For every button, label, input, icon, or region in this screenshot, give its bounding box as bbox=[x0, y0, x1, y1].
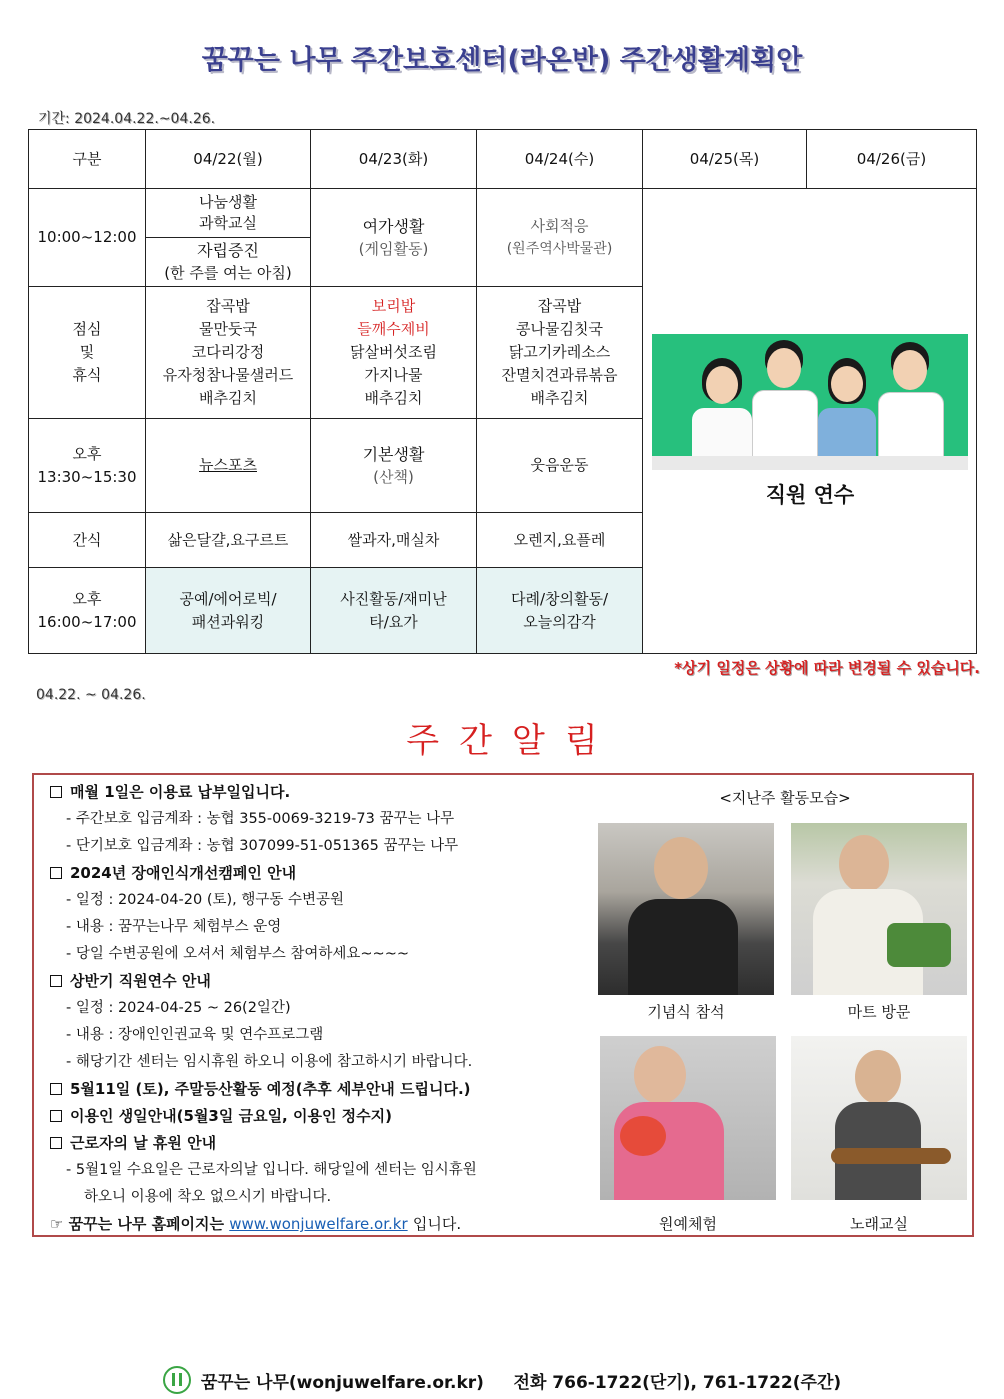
tue-lunch-rest: 닭살버섯조림 가지나물 배추김치 bbox=[350, 343, 437, 407]
gallery-title: <지난주 활동모습> bbox=[719, 789, 851, 807]
header-cell: 04/23(화) bbox=[311, 130, 477, 189]
notice-heading: 상반기 직원연수 안내 bbox=[50, 968, 590, 995]
notice-detail: - 해당기간 센터는 임시휴원 하오니 이용에 참고하시기 바랍니다. bbox=[66, 1054, 473, 1070]
mon-morning-a: 나눔생활 과학교실 bbox=[146, 189, 311, 238]
photo-caption: 노래교실 bbox=[850, 1215, 908, 1233]
notice-detail: - 단기보호 입금계좌 : 농협 307099-51-051365 꿈꾸는 나무 bbox=[66, 838, 459, 854]
mon-lunch: 잡곡밥 물만둣국 코다리강정 유자청참나물샐러드 배추김치 bbox=[146, 287, 311, 419]
checkbox-icon bbox=[50, 1083, 62, 1095]
wed-snack: 오렌지,요플레 bbox=[477, 513, 643, 568]
period-label: 기간: 2024.04.22.~04.26. bbox=[38, 111, 216, 127]
notice-detail: - 일정 : 2024-04-25 ~ 26(2일간) bbox=[66, 1000, 291, 1016]
tue-snack: 쌀과자,매실차 bbox=[311, 513, 477, 568]
snack-label: 간식 bbox=[29, 513, 146, 568]
staff-illustration bbox=[652, 334, 968, 470]
lunch-label: 점심 및 휴식 bbox=[29, 287, 146, 419]
staff-training-label: 직원 연수 bbox=[765, 483, 855, 507]
photo-caption: 원예체험 bbox=[659, 1215, 717, 1233]
footer bbox=[0, 1366, 1004, 1394]
mon-morning-b-title: 자립증진 bbox=[197, 241, 259, 260]
staff-training-cell bbox=[643, 189, 977, 654]
notice-detail: - 내용 : 꿈꾸는나무 체험부스 운영 bbox=[66, 919, 282, 935]
notice-list bbox=[50, 779, 590, 1238]
mon-afternoon2: 공예/에어로빅/ 패션과워킹 bbox=[146, 568, 311, 654]
wed-morning-title: 사회적응 bbox=[530, 216, 589, 235]
header-cell: 구분 bbox=[29, 130, 146, 189]
notice-detail: 하오니 이용에 착오 없으시기 바랍니다. bbox=[84, 1189, 332, 1205]
checkbox-icon bbox=[50, 1137, 62, 1149]
photo-caption: 마트 방문 bbox=[847, 1003, 911, 1021]
tue-afternoon1 bbox=[311, 419, 477, 513]
mon-morning-b bbox=[146, 238, 311, 287]
notice-heading: 매월 1일은 이용료 납부일입니다. bbox=[50, 779, 590, 806]
wed-morning-sub: (원주역사박물관) bbox=[506, 240, 613, 257]
afternoon2-label: 오후 16:00~17:00 bbox=[29, 568, 146, 654]
notice-detail: - 주간보호 입금계좌 : 농협 355-0069-3219-73 꿈꾸는 나무 bbox=[66, 811, 455, 827]
notice-detail: - 일정 : 2024-04-20 (토), 행구동 수변공원 bbox=[66, 892, 345, 908]
tue-afternoon1-sub: (산책) bbox=[373, 467, 414, 486]
tue-morning-title: 여가생활 bbox=[362, 216, 425, 236]
notice-detail: - 내용 : 장애인인권교육 및 연수프로그램 bbox=[66, 1027, 324, 1043]
photo-gardening bbox=[600, 1036, 776, 1200]
homepage-line: ☞ 꿈꾸는 나무 홈페이지는 www.wonjuwelfare.or.kr 입니다. bbox=[50, 1215, 462, 1233]
mon-afternoon1: 뉴스포츠 bbox=[146, 419, 311, 513]
weekly-notice-title: 주간알림 bbox=[406, 721, 618, 761]
header-cell: 04/24(수) bbox=[477, 130, 643, 189]
notice-detail: - 당일 수변공원에 오셔서 체험부스 참여하세요~~~~ bbox=[66, 946, 410, 962]
notice-box bbox=[32, 773, 974, 1237]
schedule-table bbox=[28, 129, 977, 654]
notice-heading: 5월11일 (토), 주말등산활동 예정(추후 세부안내 드립니다.) bbox=[50, 1076, 590, 1103]
tue-lunch-red: 보리밥 들깨수제비 bbox=[357, 297, 430, 338]
logo-icon bbox=[163, 1366, 191, 1394]
header-cell: 04/26(금) bbox=[807, 130, 977, 189]
table-header-row bbox=[29, 130, 977, 189]
header-cell: 04/22(월) bbox=[146, 130, 311, 189]
wed-morning bbox=[477, 189, 643, 287]
tue-lunch bbox=[311, 287, 477, 419]
wed-afternoon1: 웃음운동 bbox=[477, 419, 643, 513]
homepage-link[interactable]: www.wonjuwelfare.or.kr bbox=[229, 1215, 408, 1233]
footer-text: 꿈꾸는 나무(wonjuwelfare.or.kr) 전화 766-1722(단기), 761-1722(주간) bbox=[200, 1373, 842, 1393]
photo-caption: 기념식 참석 bbox=[647, 1003, 725, 1021]
morning-time: 10:00~12:00 bbox=[29, 189, 146, 287]
afternoon1-label: 오후 13:30~15:30 bbox=[29, 419, 146, 513]
table-row bbox=[29, 189, 977, 238]
checkbox-icon bbox=[50, 867, 62, 879]
tue-morning-sub: (게임활동) bbox=[358, 239, 429, 258]
mon-morning-b-sub: (한 주를 여는 아침) bbox=[164, 264, 292, 282]
photo-singing bbox=[791, 1036, 967, 1200]
notice-heading: 근로자의 날 휴원 안내 bbox=[50, 1130, 590, 1157]
checkbox-icon bbox=[50, 1110, 62, 1122]
wed-afternoon2: 다례/창의활동/ 오늘의감각 bbox=[477, 568, 643, 654]
tue-morning bbox=[311, 189, 477, 287]
photo-ceremony bbox=[598, 823, 774, 995]
tue-afternoon1-title: 기본생활 bbox=[362, 444, 425, 464]
checkbox-icon bbox=[50, 975, 62, 987]
checkbox-icon bbox=[50, 786, 62, 798]
wed-lunch: 잡곡밥 콩나물김칫국 닭고기카레소스 잔멸치견과류볶음 배추김치 bbox=[477, 287, 643, 419]
notice-heading: 2024년 장애인식개선캠페인 안내 bbox=[50, 860, 590, 887]
header-cell: 04/25(목) bbox=[643, 130, 807, 189]
notice-detail: - 5월1일 수요일은 근로자의날 입니다. 해당일에 센터는 임시휴원 bbox=[66, 1162, 477, 1178]
mon-snack: 삶은달걀,요구르트 bbox=[146, 513, 311, 568]
tue-afternoon2: 사진활동/재미난 타/요가 bbox=[311, 568, 477, 654]
date-range: 04.22. ~ 04.26. bbox=[36, 687, 146, 703]
page-title: 꿈꾸는 나무 주간보호센터(라온반) 주간생활계획안 bbox=[201, 45, 803, 76]
schedule-note: *상기 일정은 상황에 따라 변경될 수 있습니다. bbox=[674, 659, 980, 677]
photo-mart bbox=[791, 823, 967, 995]
notice-heading: 이용인 생일안내(5월3일 금요일, 이용인 정수지) bbox=[50, 1103, 590, 1130]
